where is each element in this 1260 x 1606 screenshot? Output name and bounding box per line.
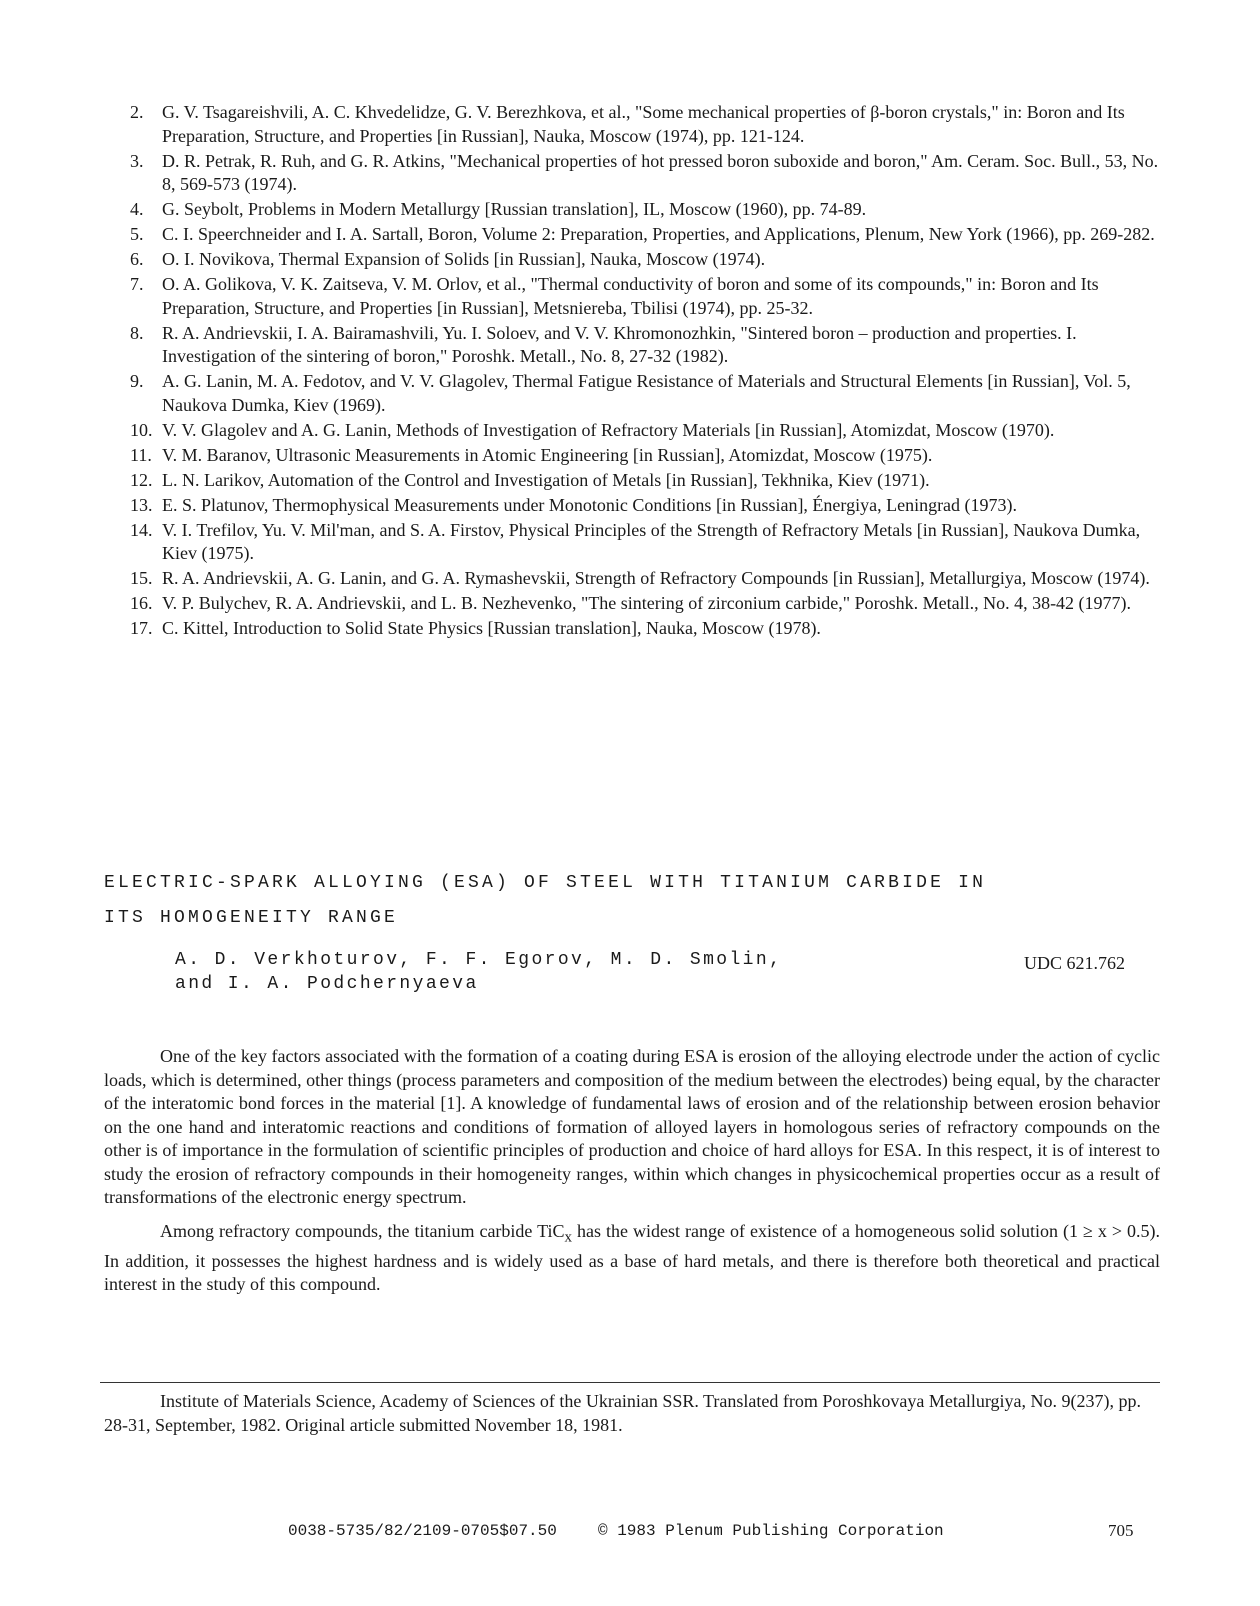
issn-code: 0038-5735/82/2109-0705$07.50: [288, 1522, 557, 1540]
article-title-line: ELECTRIC-SPARK ALLOYING (ESA) OF STEEL WITH TITANIUM CARBIDE IN: [104, 873, 987, 893]
article-authors: [175, 948, 875, 996]
reference-number: 12.: [130, 469, 153, 490]
reference-text: V. P. Bulychev, R. A. Andrievskii, and L. B. Nezhevenko, "The sintering of zirconium carbide," Poroshk. Metall., No. 4, 38-42 (1977).: [162, 593, 1132, 613]
reference-number: 16.: [130, 593, 153, 613]
body-paragraph: [104, 1220, 1160, 1297]
reference-text: L. N. Larikov, Automation of the Control and Investigation of Metals [in Russian], Tekhnika, Kiev (1971).: [162, 469, 930, 490]
copyright-notice: © 1983 Plenum Publishing Corporation: [598, 1522, 944, 1540]
reference-item: [104, 101, 1164, 148]
authors-line: and I. A. Podchernyaeva: [175, 974, 479, 994]
body-paragraph: One of the key factors associated with the formation of a coating during ESA is erosion of the alloying electrode under the action of cyclic loads, which is determined, other things (process parameters and composition of the medium between the electrodes) being equal, by the character of the interatomic bond forces in the material [1]. A knowledge of fundamental laws of erosion and of the relationship between erosion behavior on the one hand and interatomic reactions and conditions of formation of alloyed layers in homologous series of refractory compounds on the other is of importance in the formulation of scientific principles of production and choice of hard alloys for ESA. In this respect, it is of interest to study the erosion of refractory compounds in their homogeneity ranges, within which changes in physicochemical properties occur as a result of transformations of the electronic energy spectrum.: [104, 1046, 1160, 1207]
reference-item: [104, 592, 1164, 616]
reference-item: [104, 198, 1164, 222]
reference-item: [104, 567, 1164, 591]
reference-number: 17.: [130, 618, 153, 638]
reference-item: [104, 223, 1164, 247]
reference-text: R. A. Andrievskii, I. A. Bairamashvili, Yu. I. Soloev, and V. V. Khromonozhkin, "Sintered boron – production and properties. I. Investigation of the sintering of boron," Poroshk. Metall., No. 8, 27-32 (1982).: [162, 322, 1077, 366]
paragraph-text: has the widest range of existence of a homogeneous solid solution (1 ≥ x > 0.5). In addition, it possesses the highest hardness and is widely used as a base of hard metals, and there is therefore both theoretical and practical interest in the study of this compound.: [104, 1220, 1160, 1295]
article-body: [104, 1045, 1160, 1307]
reference-number: 13.: [130, 494, 153, 515]
reference-number: 7.: [130, 274, 144, 294]
reference-number: 4.: [130, 199, 144, 219]
reference-item: [104, 273, 1164, 320]
reference-text: G. Seybolt, Problems in Modern Metallurgy [Russian translation], IL, Moscow (1960), pp. 74-89.: [162, 199, 867, 219]
reference-item: [104, 248, 1164, 272]
footnote-text: Institute of Materials Science, Academy of Sciences of the Ukrainian SSR. Translated from Poroshkovaya Metallurgiya, No. 9(237), pp. 28-31, September, 1982. Original article submitted November 18, 1981.: [104, 1391, 1141, 1435]
reference-item: [104, 494, 1164, 518]
reference-number: 11.: [130, 444, 152, 465]
reference-text: A. G. Lanin, M. A. Fedotov, and V. V. Glagolev, Thermal Fatigue Resistance of Materials and Structural Elements [in Russian], Vol. 5, Naukova Dumka, Kiev (1969).: [162, 371, 1131, 415]
reference-number: 9.: [130, 371, 144, 391]
udc-code: UDC 621.762: [1024, 953, 1126, 973]
footnote-divider: [100, 1382, 1160, 1383]
reference-item: [104, 370, 1164, 417]
reference-number: 10.: [130, 419, 153, 440]
reference-number: 3.: [130, 150, 144, 171]
reference-text: V. I. Trefilov, Yu. V. Mil'man, and S. A. Firstov, Physical Principles of the Strength of Refractory Metals [in Russian], Naukova Dumka, Kiev (1975).: [162, 519, 1141, 563]
article-title-line: ITS HOMOGENEITY RANGE: [104, 908, 399, 928]
page-number: 705: [1108, 1521, 1134, 1540]
subscript-x: x: [564, 1229, 572, 1246]
reference-number: 15.: [130, 568, 153, 588]
reference-number: 14.: [130, 519, 153, 540]
reference-item: [104, 519, 1164, 566]
reference-text: C. Kittel, Introduction to Solid State Physics [Russian translation], Nauka, Moscow (1978).: [162, 618, 821, 638]
reference-number: 6.: [130, 249, 144, 269]
authors-line: A. D. Verkhoturov, F. F. Egorov, M. D. Smolin,: [175, 950, 783, 970]
reference-text: C. I. Speerchneider and I. A. Sartall, Boron, Volume 2: Preparation, Properties, and Applications, Plenum, New York (1966), pp. 269-282.: [162, 224, 1155, 244]
reference-text: V. M. Baranov, Ultrasonic Measurements in Atomic Engineering [in Russian], Atomizdat, Moscow (1975).: [162, 444, 933, 465]
reference-text: R. A. Andrievskii, A. G. Lanin, and G. A. Rymashevskii, Strength of Refractory Compounds [in Russian], Metallurgiya, Moscow (1974).: [162, 568, 1150, 588]
reference-item: [104, 617, 1164, 641]
reference-list: [104, 101, 1164, 642]
reference-number: 5.: [130, 224, 144, 244]
reference-item: [104, 444, 1164, 468]
reference-text: G. V. Tsagareishvili, A. C. Khvedelidze, G. V. Berezhkova, et al., "Some mechanical properties of β-boron crystals," in: Boron and Its Preparation, Structure, and Properties [in Russian], Nauka, Moscow (1974), pp. 121-124.: [162, 102, 1125, 146]
reference-text: O. I. Novikova, Thermal Expansion of Solids [in Russian], Nauka, Moscow (1974).: [162, 249, 766, 269]
footnote: [104, 1390, 1160, 1437]
reference-text: O. A. Golikova, V. K. Zaitseva, V. M. Orlov, et al., "Thermal conductivity of boron and some of its compounds," in: Boron and Its Preparation, Structure, and Properties [in Russian], Metsniereba, Tbilisi (1974), pp. 25-32.: [162, 274, 1099, 318]
reference-text: V. V. Glagolev and A. G. Lanin, Methods of Investigation of Refractory Materials [in Russian], Atomizdat, Moscow (1970).: [162, 419, 1055, 440]
reference-number: 8.: [130, 322, 144, 343]
article-title: [104, 866, 1164, 936]
paragraph-text: Among refractory compounds, the titanium carbide TiC: [160, 1220, 565, 1241]
reference-item: [104, 469, 1164, 493]
reference-number: 2.: [130, 102, 144, 122]
reference-item: [104, 419, 1164, 443]
reference-item: [104, 150, 1164, 197]
reference-text: E. S. Platunov, Thermophysical Measurements under Monotonic Conditions [in Russian], Énergiya, Leningrad (1973).: [162, 494, 1018, 515]
reference-item: [104, 322, 1164, 369]
reference-text: D. R. Petrak, R. Ruh, and G. R. Atkins, "Mechanical properties of hot pressed boron suboxide and boron," Am. Ceram. Soc. Bull., 53, No. 8, 569-573 (1974).: [162, 150, 1159, 194]
